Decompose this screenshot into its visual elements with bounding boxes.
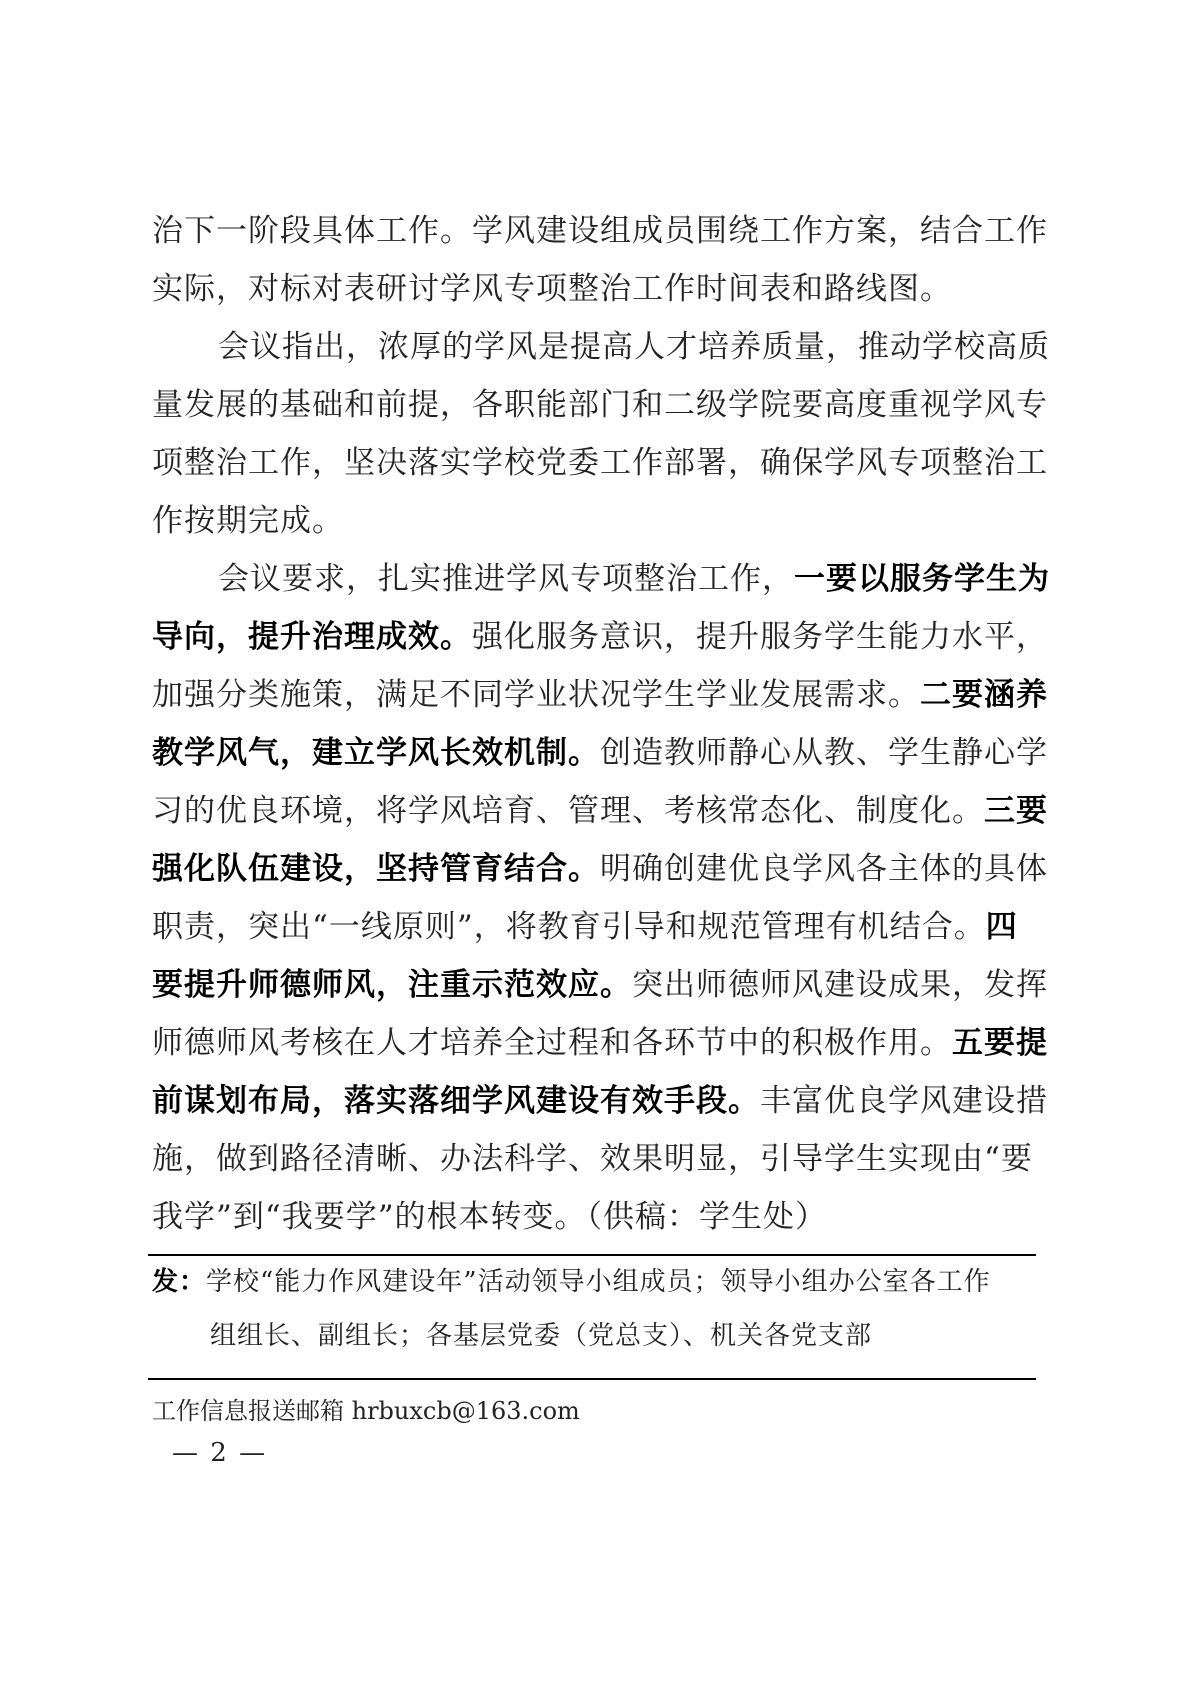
distribution-block (152, 1266, 1032, 1374)
body-text: 师德师风考核在人才培养全过程和各环节中的积极作用。 (152, 1025, 952, 1061)
bold-heading-text: 四 (985, 909, 1018, 945)
body-line (152, 734, 1048, 772)
distribution-label: 发： (152, 1267, 207, 1297)
distribution-line (152, 1266, 1032, 1298)
body-text: 加强分类施策，满足不同学业状况学生学业发展需求。 (152, 677, 920, 713)
body-text: 强化服务意识，提升服务学生能力水平， (472, 619, 1048, 655)
body-text: 习的优良环境，将学风培育、管理、考核常态化、制度化。 (152, 793, 984, 829)
bold-heading-text: 五要提 (952, 1025, 1048, 1061)
divider-bottom (148, 1378, 1036, 1380)
bold-heading-text: 一要以服务学生为 (794, 561, 1050, 597)
body-line (152, 618, 1048, 656)
body-line (152, 1024, 1048, 1062)
body-line: 施，做到路径清晰、办法科学、效果明显，引导学生实现由“要 (152, 1141, 1033, 1177)
body-line (152, 966, 1048, 1004)
body-line: 量发展的基础和前提，各职能部门和二级学院要高度重视学风专 (152, 387, 1048, 423)
bold-heading-text: 前谋划布局，落实落细学风建设有效手段。 (152, 1083, 760, 1119)
body-line: 会议指出，浓厚的学风是提高人才培养质量，推动学校高质 (218, 329, 1050, 365)
body-line (152, 850, 1048, 888)
body-text: 丰富优良学风建设措 (760, 1083, 1048, 1119)
body-line (152, 676, 1048, 714)
divider-top (148, 1254, 1036, 1256)
distribution-line: 组组长、副组长；各基层党委（党总支）、机关各党支部 (210, 1321, 873, 1351)
body-text: 突出师德师风建设成果，发挥 (632, 967, 1048, 1003)
bold-heading-text: 三要 (984, 793, 1048, 829)
report-email-line: 工作信息报送邮箱 hrbuxcb@163.com (152, 1397, 580, 1425)
body-line: 治下一阶段具体工作。学风建设组成员围绕工作方案，结合工作 (152, 213, 1048, 249)
body-line: 作按期完成。 (152, 503, 344, 539)
body-text: 明确创建优良学风各主体的具体 (600, 851, 1048, 887)
bold-heading-text: 教学风气，建立学风长效机制。 (152, 735, 600, 771)
body-text: 创造教师静心从教、学生静心学 (600, 735, 1048, 771)
body-text: 职责，突出“一线原则”，将教育引导和规范管理有机结合。 (152, 909, 986, 945)
body-line (152, 792, 1048, 830)
article-body (152, 212, 1050, 1256)
body-line: 我学”到“我要学”的根本转变。（供稿：学生处） (152, 1199, 828, 1235)
bold-heading-text: 二要涵养 (920, 677, 1048, 713)
bold-heading-text: 导向，提升治理成效。 (152, 619, 472, 655)
body-line (152, 1082, 1048, 1120)
distribution-recipients: 学校“能力作风建设年”活动领导小组成员；领导小组办公室各工作 (206, 1267, 991, 1297)
page-number: — 2 — (172, 1438, 268, 1468)
body-line: 项整治工作，坚决落实学校党委工作部署，确保学风专项整治工 (152, 445, 1048, 481)
body-line (152, 560, 1050, 598)
body-text: 会议要求，扎实推进学风专项整治工作， (218, 561, 794, 597)
body-line (152, 908, 1032, 946)
bold-heading-text: 强化队伍建设，坚持管育结合。 (152, 851, 600, 887)
body-line: 实际，对标对表研讨学风专项整治工作时间表和路线图。 (152, 271, 952, 307)
bold-heading-text: 要提升师德师风，注重示范效应。 (152, 967, 632, 1003)
